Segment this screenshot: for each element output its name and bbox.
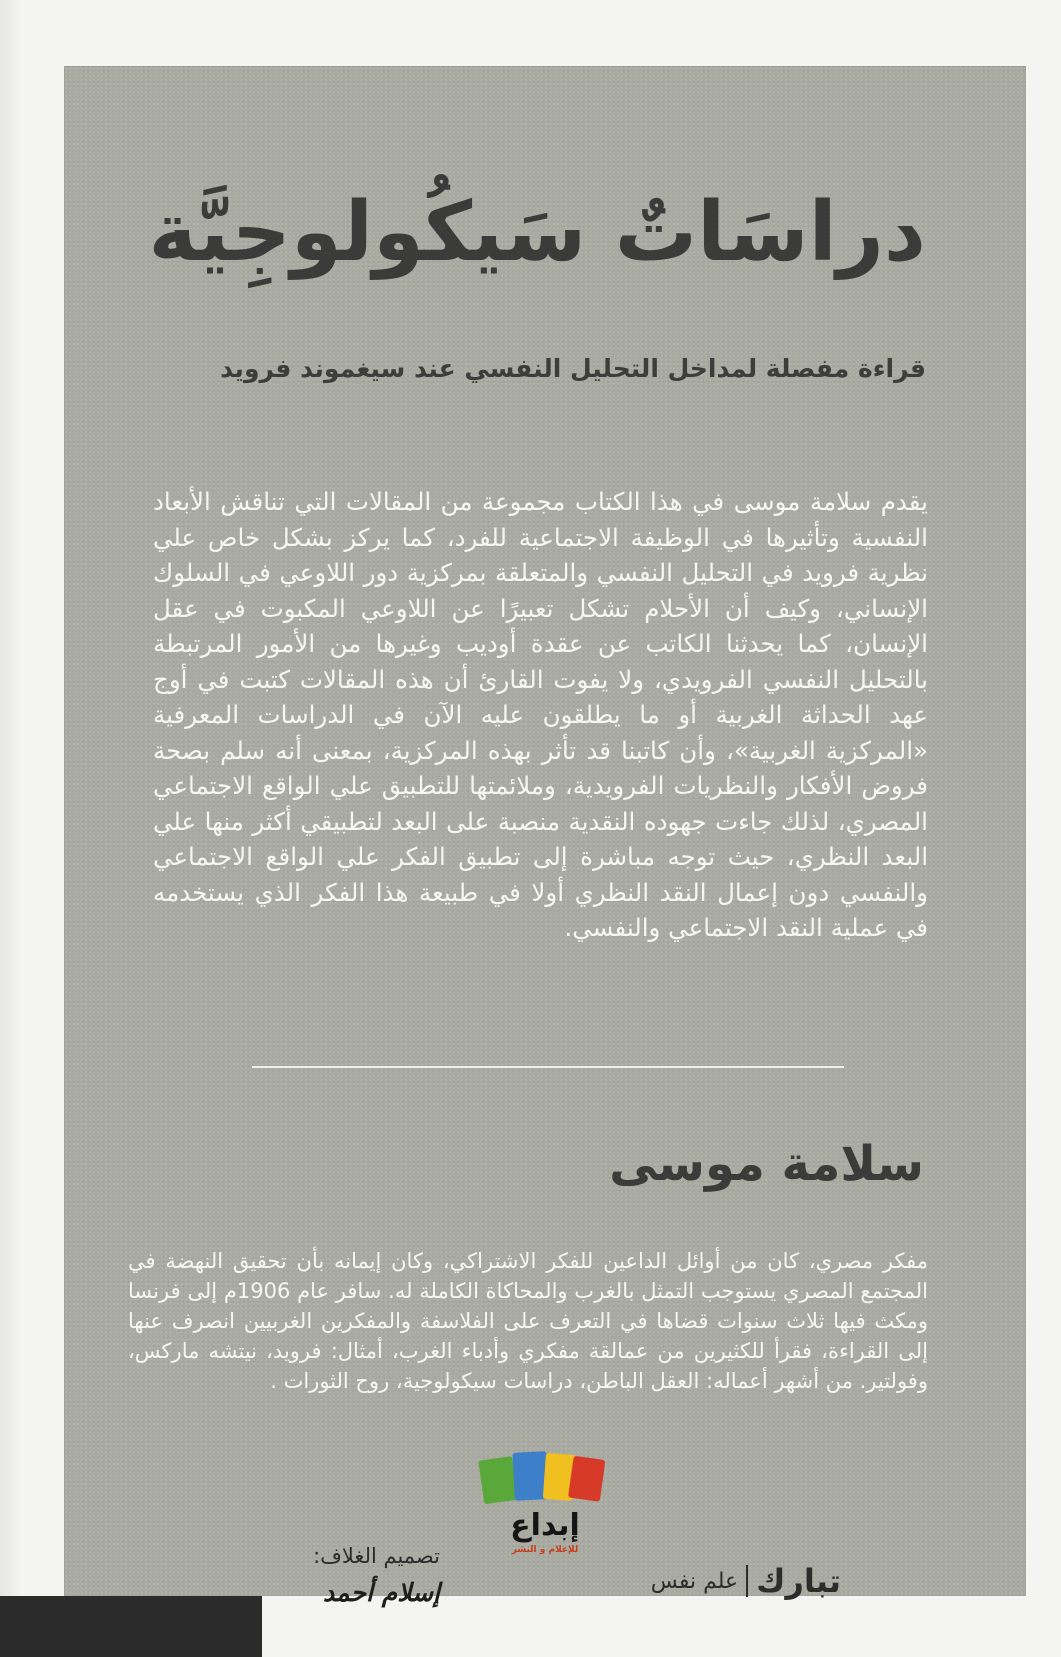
publisher-logo-icon xyxy=(470,1446,620,1516)
back-cover xyxy=(64,66,1026,1607)
imprint-series xyxy=(651,1562,841,1600)
book-subtitle: قراءة مفصلة لمداخل التحليل النفسي عند سيغموند فرويد xyxy=(220,354,926,383)
book-synopsis: يقدم سلامة موسى في هذا الكتاب مجموعة من المقالات التي تناقش الأبعاد النفسية وتأثيرها في الوظيفة الاجتماعية للفرد، كما يركز بشكل خاص علي نظرية فرويد في التحليل النفسي والمتعلقة بمركزية دور اللاوعي في السلوك الإنساني، وكيف أن الأحلام تشكل تعبيرًا عن اللاوعي المكبوت في عقل الإنسان، كما يحدثنا الكاتب عن عقدة أوديب وغيرها من الأمور المرتبطة بالتحليل النفسي الفرويدي، ولا يفوت القارئ أن هذه المقالات كتبت في أوج عهد الحداثة الغربية أو ما يطلقون عليه الآن في الدراسات المعرفية «المركزية الغربية»، وأن كاتبنا قد تأثر بهذه المركزية، بمعنى أنه سلم بصحة فروض الأفكار والنظريات الفرويدية، وملائمتها للتطبيق علي الواقع الاجتماعي المصري، لذلك جاءت جهوده النقدية منصبة على البعد لتطبيقي أكثر منها علي البعد النظري، حيث توجه مباشرة إلى تطبيق الفكر علي الواقع الاجتماعي والنفسي دون إعمال النقد النظري أولا في طبيعة هذا الفكر الذي يستخدمه في عملية النقد الاجتماعي والنفسي. xyxy=(153,487,928,942)
book-title: دراسَاتٌ سَيكُولوجِيَّة xyxy=(148,185,926,280)
scan-bottom-strip xyxy=(0,1596,262,1657)
logo-green-book xyxy=(478,1456,518,1504)
publisher-logo xyxy=(470,1446,620,1564)
design-credit-label: تصميم الغلاف: xyxy=(313,1544,440,1568)
logo-red-book xyxy=(568,1456,606,1502)
series-label: علم نفس xyxy=(650,1568,739,1594)
scan-edge xyxy=(0,0,22,1657)
designer-signature: إسلام أحمد xyxy=(323,1578,440,1607)
imprint-name: تبارك xyxy=(756,1562,841,1600)
author-name: سلامة موسى xyxy=(609,1136,924,1192)
publisher-tagline: للإعلام و النشر xyxy=(511,1545,579,1555)
author-bio: مفكر مصري، كان من أوائل الداعين للفكر الاشتراكي، وكان إيمانه بأن تحقيق النهضة في المجتمع المصري يستوجب التمثل بالغرب والمحاكاة الكاملة له. سافر عام 1906م إلى فرنسا ومكث فيها ثلاث سنوات قضاها في التعرف على الفلاسفة والمفكرين الغربيين انصرف عنها إلى القراءة، فقرأ للكثيرين من عمالقة مفكري وأدباء الغرب، أمثال: فرويد، نيتشه ماركس، وفولتير. من أشهر أعماله: العقل الباطن، دراسات سيكولوجية، روح الثورات . xyxy=(128,1249,928,1393)
section-divider xyxy=(252,1066,844,1068)
publisher-name: إبداع xyxy=(510,1508,580,1543)
cover-design-credit xyxy=(260,1544,440,1607)
imprint-divider xyxy=(746,1565,748,1597)
